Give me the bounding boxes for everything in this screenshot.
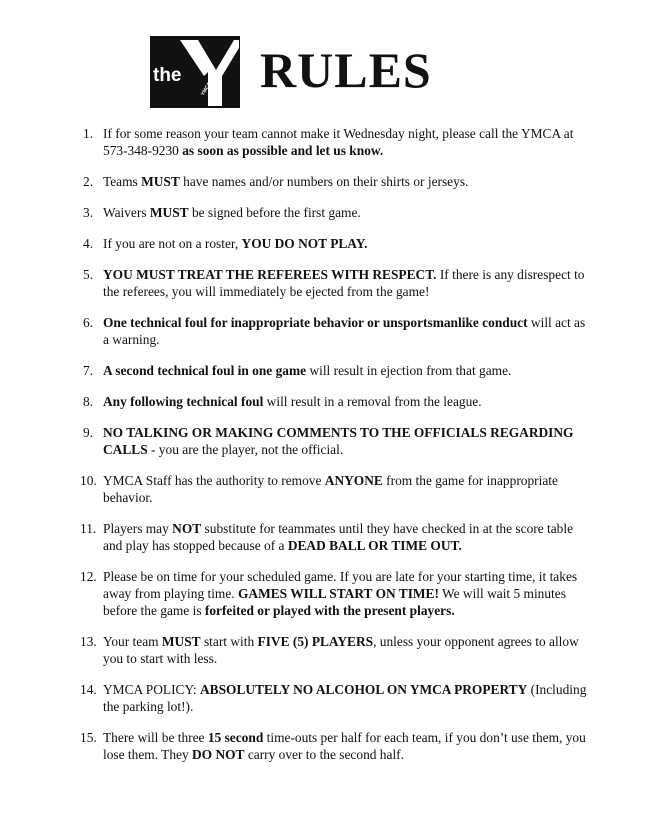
rule-text-bold: MUST: [141, 174, 180, 189]
rule-item: [80, 681, 593, 715]
rule-text-segment: Teams: [103, 174, 142, 189]
rule-text-segment: We will wait 5 minutes before the game is: [103, 586, 566, 618]
rule-text-bold: YOU MUST TREAT THE REFEREES WITH RESPECT.: [103, 267, 437, 282]
rule-number: 4.: [83, 236, 94, 251]
rule-text-bold: ANYONE: [324, 473, 383, 488]
logo-ymca-text: YMCA: [200, 81, 213, 97]
rule-text: [103, 682, 586, 714]
rule-text-segment: If there is any disrespect to the referees, you will immediately be ejected from the game!: [103, 267, 585, 299]
rule-text-segment: If you are not on a roster,: [103, 236, 242, 251]
rule-text-segment: There will be three: [103, 730, 208, 745]
rule-text-segment: YMCA POLICY:: [103, 682, 200, 697]
rule-text: [103, 363, 511, 378]
rule-number: 7.: [83, 363, 94, 378]
rule-text-bold: FIVE (5) PLAYERS: [257, 634, 374, 649]
rule-text-segment: substitute for teammates until they have checked in at the score table and play has stopped because of a: [103, 521, 574, 553]
rule-item: [80, 568, 593, 619]
rule-text: [103, 267, 585, 299]
rule-text-segment: carry over to the second half.: [244, 747, 404, 762]
rule-item: [83, 424, 593, 458]
rule-number: 1.: [83, 126, 94, 141]
rule-text-bold: A second technical foul in one game: [103, 363, 307, 378]
rule-item: [83, 266, 593, 300]
rule-text-bold: NO TALKING OR MAKING COMMENTS TO THE OFFICIALS REGARDING CALLS: [103, 425, 574, 457]
rule-text-segment: YMCA Staff has the authority to remove: [103, 473, 325, 488]
rule-text-segment: will result in a removal from the league.: [263, 394, 482, 409]
rule-number: 8.: [83, 394, 94, 409]
rule-text-segment: If for some reason your team cannot make it Wednesday night, please call the YMCA at 573-348-9230: [103, 126, 574, 158]
rule-text-segment: from the game for inappropriate behavior.: [103, 473, 558, 505]
rule-item: [83, 173, 593, 190]
rule-text: [103, 205, 361, 220]
rule-text: [103, 473, 558, 505]
rule-text-segment: , unless your opponent agrees to allow you to start with less.: [103, 634, 579, 666]
rule-text: [103, 425, 573, 457]
rule-text-segment: Your team: [103, 634, 162, 649]
rule-text-bold: YOU DO NOT PLAY.: [241, 236, 368, 251]
rule-text-bold: NOT: [172, 521, 202, 536]
rule-number: 12.: [80, 569, 97, 584]
rule-text-bold: MUST: [149, 205, 189, 220]
rule-item: [80, 472, 593, 506]
rule-item: [80, 520, 593, 554]
rule-text-segment: Please be on time for your scheduled game. If you are late for your starting time, it takes away from playing time.: [103, 569, 578, 601]
rule-text-bold: GAMES WILL START ON TIME!: [238, 586, 439, 601]
rule-text-segment: Players may: [103, 521, 173, 536]
rule-text: [103, 174, 468, 189]
rule-text: [103, 569, 577, 618]
rule-number: 11.: [80, 521, 97, 536]
rule-text: [103, 126, 573, 158]
page-title: RULES: [260, 42, 432, 98]
rule-text: [103, 236, 368, 251]
rule-number: 9.: [83, 425, 94, 440]
rule-text-bold: DO NOT: [192, 747, 245, 762]
rule-number: 15.: [80, 730, 97, 745]
rule-item: [83, 235, 593, 252]
rule-text: [103, 634, 579, 666]
rule-number: 5.: [83, 267, 94, 282]
rule-text-bold: Any following technical foul: [103, 394, 264, 409]
rule-item: [83, 125, 593, 159]
logo-the-text: the: [153, 65, 182, 86]
rule-text-bold: 15 second: [207, 730, 264, 745]
rule-text-segment: - you are the player, not the official.: [147, 442, 344, 457]
rule-item: [83, 204, 593, 221]
rule-item: [83, 362, 593, 379]
rule-text-segment: have names and/or numbers on their shirts or jerseys.: [179, 174, 469, 189]
rule-text-segment: (Including the parking lot!).: [103, 682, 587, 714]
rule-number: 3.: [83, 205, 94, 220]
rule-item: [83, 314, 593, 348]
rule-text-bold: forfeited or played with the present players.: [204, 603, 455, 618]
rule-text-bold: as soon as possible and let us know.: [182, 143, 384, 158]
rule-text-bold: MUST: [161, 634, 201, 649]
ymca-logo: [150, 36, 240, 108]
rule-item: [80, 729, 593, 763]
rule-number: 6.: [83, 315, 94, 330]
rule-text-segment: will result in ejection from that game.: [306, 363, 512, 378]
rule-text-segment: will act as a warning.: [103, 315, 586, 347]
rule-number: 10.: [80, 473, 97, 488]
rule-number: 13.: [80, 634, 97, 649]
rule-text-segment: time-outs per half for each team, if you don’t use them, you lose them. They: [103, 730, 586, 762]
rule-text: [103, 394, 482, 409]
rule-text: [103, 315, 585, 347]
rule-text-bold: DEAD BALL OR TIME OUT.: [287, 538, 462, 553]
rule-item: [80, 633, 593, 667]
rule-text-bold: One technical foul for inappropriate behavior or unsportsmanlike conduct: [103, 315, 528, 330]
rules-list: [80, 125, 593, 777]
rule-number: 2.: [83, 174, 94, 189]
rule-text-segment: be signed before the first game.: [188, 205, 361, 220]
rule-text: [103, 730, 586, 762]
rule-text-segment: Waivers: [103, 205, 150, 220]
rule-text-segment: start with: [200, 634, 258, 649]
rule-number: 14.: [80, 682, 97, 697]
rule-text: [103, 521, 573, 553]
rule-item: [83, 393, 593, 410]
rule-text-bold: ABSOLUTELY NO ALCOHOL ON YMCA PROPERTY: [199, 682, 528, 697]
